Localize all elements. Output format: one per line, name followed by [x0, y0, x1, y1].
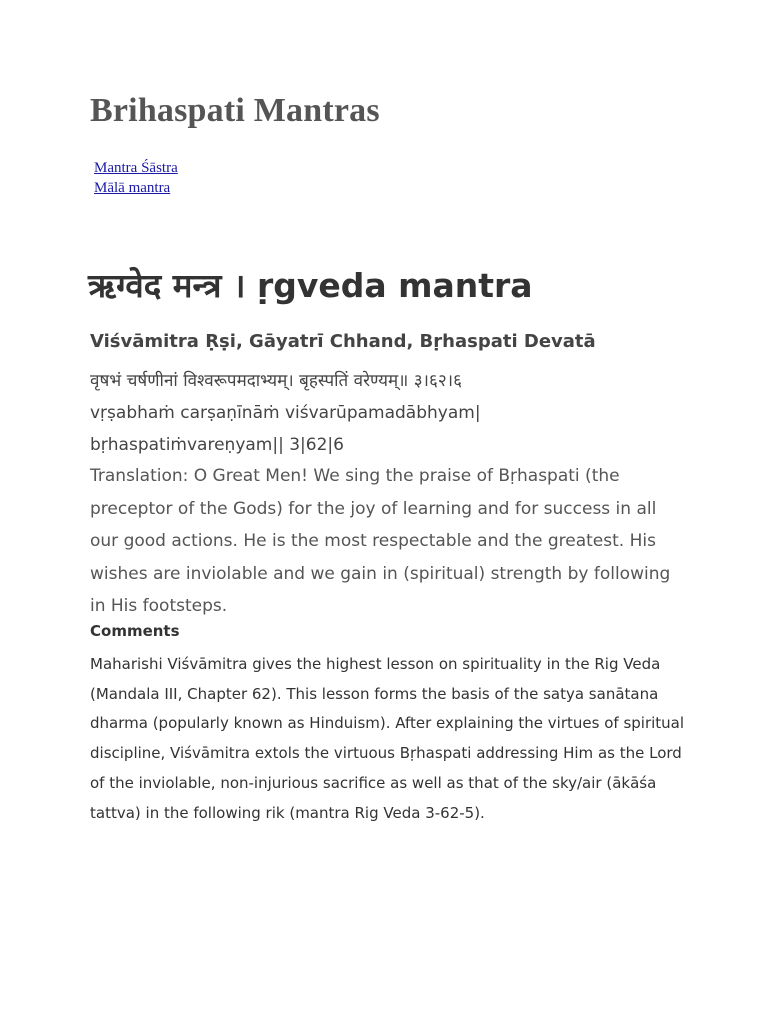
comments-heading: Comments [90, 622, 180, 640]
mantra-verse [90, 365, 690, 461]
related-links [94, 158, 178, 198]
verse-devanagari: वृषभं चर्षणीनां विश्वरूपमदाभ्यम्। बृहस्पतिं वरेण्यम्॥ ३।६२।६ [90, 371, 462, 391]
comments-paragraph: Maharishi Viśvāmitra gives the highest lesson on spirituality in the Rig Veda (Mandala III, Chapter 62). This lesson forms the basis of the satya sanātana dharma (popularly known as Hinduism). After explaining the virtues of spiritual discipline, Viśvāmitra extols the virtuous Bṛhaspati addressing Him as the Lord of the inviolable, non-injurious sacrifice as well as that of the sky/air (ākāśa tattva) in the following rik (mantra Rig Veda 3-62-5). [90, 655, 685, 822]
verse-transliteration-line-1: vṛṣabhaṁ carṣaṇīnāṁ viśvarūpamadābhyam| [90, 403, 481, 423]
mantra-attribution: Viśvāmitra Ṛṣi, Gāyatrī Chhand, Bṛhaspati Devatā [90, 331, 596, 352]
link-mala-mantra[interactable]: Mālā mantra [94, 180, 171, 196]
verse-transliteration-line-2: bṛhaspatiṁvareṇyam|| 3|62|6 [90, 435, 344, 455]
section-heading: ऋग्वेद मन्त्र । ṛgveda mantra [88, 266, 533, 305]
page-title: Brihaspati Mantras [90, 92, 380, 129]
link-mantra-sastra[interactable]: Mantra Śāstra [94, 160, 178, 176]
translation-paragraph: Translation: O Great Men! We sing the praise of Bṛhaspati (the preceptor of the Gods) for the joy of learning and for success in all our good actions. He is the most respectable and the greatest. His wishes are inviolable and we gain in (spiritual) strength by following in His footsteps. [90, 466, 671, 616]
